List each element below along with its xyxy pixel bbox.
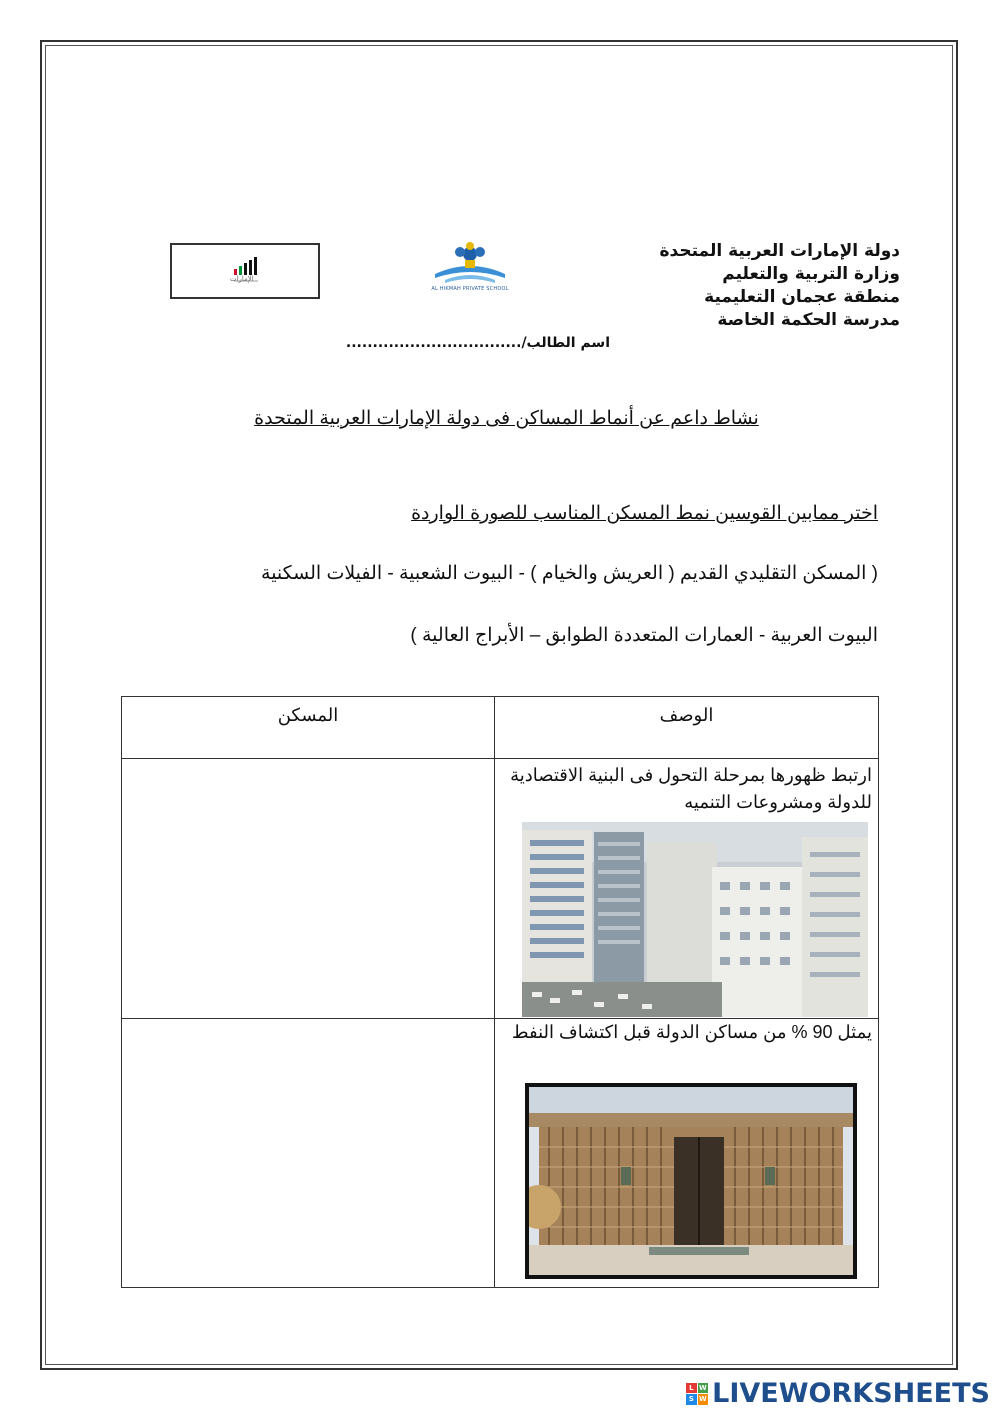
options-line-1: ( المسكن التقليدي القديم ( العريش والخيام ) - البيوت الشعبية - الفيلات السكنية: [261, 563, 878, 584]
matching-table: [121, 696, 879, 1288]
table-header-divider: [122, 758, 878, 759]
answer-cell-2[interactable]: [124, 1021, 492, 1287]
activity-title: نشاط داعم عن أنماط المساكن فى دولة الإمارات العربية المتحدة: [254, 408, 759, 429]
buildings-photo: [522, 822, 868, 1017]
student-name-label: اسم الطالب/: [521, 335, 610, 351]
uae-logo-icon: [172, 245, 318, 297]
liveworksheets-badge-icon: L W S W: [686, 1383, 708, 1405]
header-line-ministry: وزارة التربية والتعليم: [722, 264, 900, 284]
column-header-description: الوصف: [659, 705, 714, 725]
school-header: [600, 240, 900, 332]
areesh-house-photo: [525, 1083, 857, 1279]
row-description-2: يمثل 90 % من مساكن الدولة قبل اكتشاف النفط: [511, 1022, 872, 1042]
uae-logo-box: [170, 243, 320, 299]
header-line-zone: منطقة عجمان التعليمية: [704, 287, 900, 307]
answer-cell-1[interactable]: [124, 761, 492, 1016]
school-logo-caption: AL HIKMAH PRIVATE SCHOOL: [431, 286, 509, 292]
column-header-home: المسكن: [277, 705, 339, 725]
row-description-1: ارتبط ظهورها بمرحلة التحول فى البنية الاقتصادية للدولة ومشروعات التنميه: [510, 765, 872, 812]
table-column-divider: [494, 697, 495, 1287]
options-line-2: البيوت العربية - العمارات المتعددة الطوابق – الأبراج العالية ): [410, 625, 878, 646]
liveworksheets-brand: [686, 1378, 990, 1409]
liveworksheets-wordmark: LIVEWORKSHEETS: [712, 1378, 990, 1409]
header-line-country: دولة الإمارات العربية المتحدة: [659, 241, 900, 261]
instruction-text: اختر ممابين القوسين نمط المسكن المناسب للصورة الواردة: [411, 503, 878, 524]
student-name-dots: .................................: [345, 335, 522, 351]
student-name-field[interactable]: [250, 335, 610, 351]
header-line-school: مدرسة الحكمة الخاصة: [717, 310, 900, 330]
uae-logo-caption: الإمارات: [230, 275, 254, 283]
